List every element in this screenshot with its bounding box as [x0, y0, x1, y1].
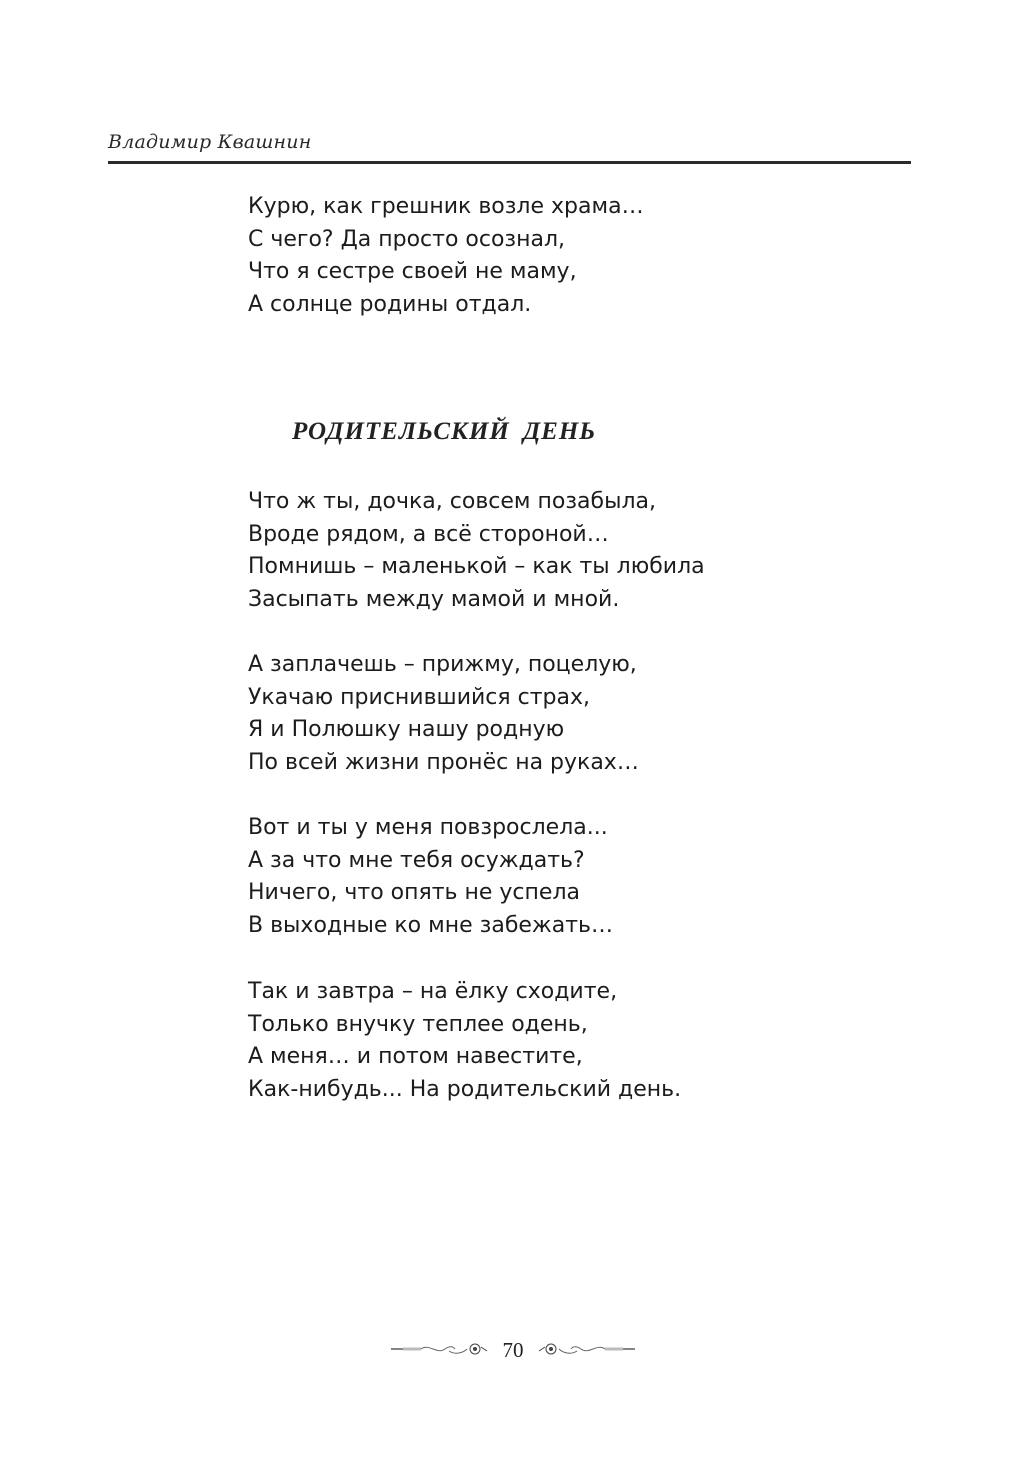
verse-line: Так и завтра – на ёлку сходите,	[248, 979, 618, 1004]
flourish-ornament-left-icon	[389, 1338, 489, 1363]
stanza-2	[248, 649, 639, 779]
verse-line: Курю, как грешник возле храма…	[248, 194, 644, 219]
verse-line: Я и Полюшку нашу родную	[248, 717, 565, 742]
verse-line: Ничего, что опять не успела	[248, 880, 580, 905]
verse-line: По всей жизни пронёс на руках…	[248, 749, 639, 775]
stanza-3	[248, 812, 613, 942]
verse-line: Вот и ты у меня повзрослела...	[248, 815, 608, 840]
verse-line: Помнишь – маленькой – как ты любила	[248, 554, 705, 579]
verse-line: Укачаю приснившийся страх,	[248, 684, 590, 710]
running-header-author: Владимир Квашнин	[108, 131, 312, 153]
verse-line: Что я сестре своей не маму,	[248, 259, 577, 284]
page-number: 70	[502, 1337, 524, 1362]
verse-line: А солнце родины отдал.	[248, 291, 532, 317]
poem-title: РОДИТЕЛЬСКИЙ ДЕНЬ	[292, 418, 597, 445]
stanza-4	[248, 976, 681, 1106]
verse-line: Вроде рядом, а всё стороной…	[248, 521, 609, 547]
verse-line: Засыпать между мамой и мной.	[248, 586, 620, 612]
verse-line: Только внучку теплее одень,	[248, 1011, 588, 1037]
verse-line: В выходные ко мне забежать…	[248, 912, 614, 938]
page-footer	[0, 1336, 1026, 1363]
verse-line: Как-нибудь... На родительский день.	[248, 1076, 682, 1102]
previous-poem-ending	[248, 191, 644, 321]
header-rule	[108, 161, 911, 164]
verse-line: А заплачешь – прижму, поцелую,	[248, 652, 637, 677]
verse-line: С чего? Да просто осознал,	[248, 226, 566, 252]
flourish-ornament-right-icon	[537, 1338, 637, 1363]
stanza-1	[248, 486, 705, 616]
verse-line: А за что мне тебя осуждать?	[248, 847, 585, 873]
verse-line: А меня… и потом навестите,	[248, 1044, 583, 1069]
verse-line: Что ж ты, дочка, совсем позабыла,	[248, 489, 656, 514]
